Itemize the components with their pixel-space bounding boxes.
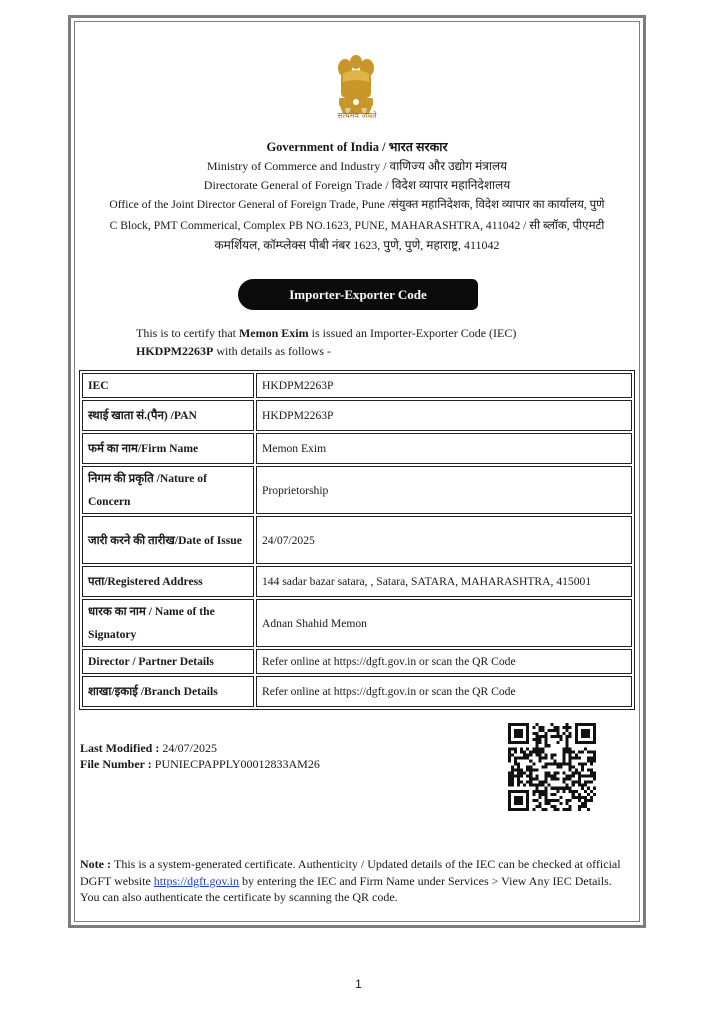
table-row (82, 373, 632, 398)
detail-label: धारक का नाम / Name of the Signatory (82, 599, 254, 647)
dgft-website-link[interactable]: https://dgft.gov.in (153, 873, 240, 888)
certify-prefix: This is to certify that (136, 326, 239, 340)
note-label: Note : (80, 857, 114, 871)
certify-middle: is issued an Importer-Exporter Code (IEC) (308, 326, 517, 340)
detail-value: Memon Exim (256, 433, 632, 464)
detail-label: स्थाई खाता सं.(पैन) /PAN (82, 400, 254, 431)
detail-value: 24/07/2025 (256, 516, 632, 564)
detail-label: जारी करने की तारीख/Date of Issue (82, 516, 254, 564)
note-text-1: This is a system-generated certificate. Authenticity / Updated details of the IEC can be checked at official DGFT website (80, 857, 621, 888)
table-row (82, 676, 632, 707)
certification-statement (136, 324, 606, 360)
table-row (82, 466, 632, 514)
table-row (82, 400, 632, 431)
file-info (80, 740, 320, 772)
last-modified-label: Last Modified : (80, 741, 163, 755)
page-number: 1 (355, 977, 362, 991)
address-line-1: C Block, PMT Commerical, Complex PB NO.1623, PUNE, MAHARASHTRA, 411042 / सी ब्लॉक, पीएमटी (109, 219, 605, 232)
note-section (80, 856, 628, 906)
detail-value: Refer online at https://dgft.gov.in or scan the QR Code (256, 649, 632, 674)
detail-value: Refer online at https://dgft.gov.in or scan the QR Code (256, 676, 632, 707)
detail-label: फर्म का नाम/Firm Name (82, 433, 254, 464)
detail-label: निगम की प्रकृति /Nature of Concern (82, 466, 254, 514)
office-line: Office of the Joint Director General of Foreign Trade, Pune /संयुक्त महानिदेशक, विदेश व्यापार का कार्यालय, पुणे (109, 198, 605, 211)
file-number-value: PUNIECPAPPLY00012833AM26 (154, 757, 320, 771)
certify-firm: Memon Exim (238, 326, 309, 340)
detail-label: IEC (82, 373, 254, 398)
iec-details-table (79, 370, 635, 710)
address-line-2: कमर्शियल, कॉम्प्लेक्स पीबी नंबर 1623, पुणे, पुणे, महाराष्ट्र, 411042 (214, 238, 500, 252)
table-row (82, 516, 632, 564)
detail-value: Adnan Shahid Memon (256, 599, 632, 647)
table-row (82, 566, 632, 597)
detail-value: HKDPM2263P (256, 373, 632, 398)
detail-label: शाखा/इकाई /Branch Details (82, 676, 254, 707)
emblem-motto: सत्यमेव जयते (337, 111, 377, 120)
file-number-label: File Number : (80, 757, 155, 771)
certify-suffix: with details as follows - (213, 344, 331, 358)
table-row (82, 649, 632, 674)
table-row (82, 433, 632, 464)
note-text-2: by entering the IEC and Firm Name under Services > View Any IEC Details. You can also authenticate the certificate by scanning the QR code. (80, 873, 612, 904)
table-row (82, 599, 632, 647)
detail-label: Director / Partner Details (82, 649, 254, 674)
detail-value: 144 sadar bazar satara, , Satara, SATARA, MAHARASHTRA, 415001 (256, 566, 632, 597)
detail-label: पता/Registered Address (82, 566, 254, 597)
last-modified-value: 24/07/2025 (162, 741, 218, 755)
certify-iec: HKDPM2263P (136, 344, 214, 358)
ministry-line: Ministry of Commerce and Industry / वाणिज्य और उद्योग मंत्रालय (206, 159, 508, 173)
qr-code-icon[interactable] (508, 723, 596, 811)
detail-value: HKDPM2263P (256, 400, 632, 431)
detail-value: Proprietorship (256, 466, 632, 514)
document-title-banner: Importer-Exporter Code (238, 279, 478, 310)
directorate-line: Directorate General of Foreign Trade / विदेश व्यापार महानिदेशालय (203, 178, 511, 192)
government-title: Government of India / भारत सरकार (266, 140, 448, 154)
